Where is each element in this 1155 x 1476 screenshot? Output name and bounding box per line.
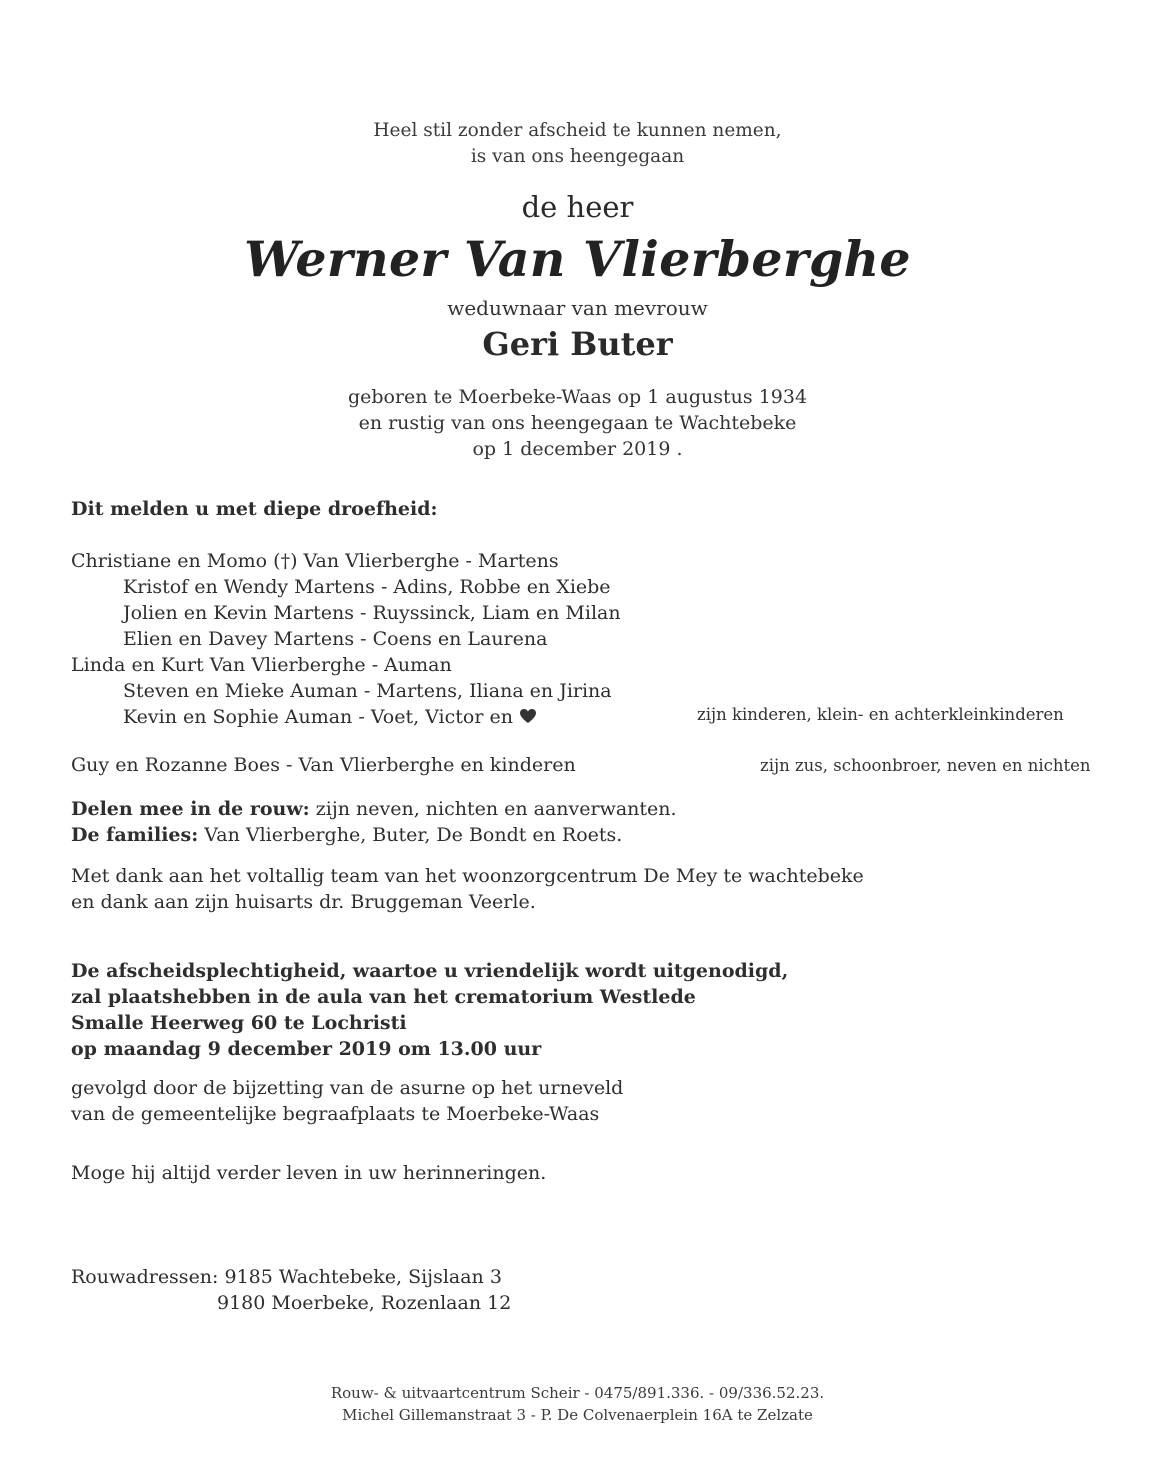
- share-line-2: [71, 822, 677, 848]
- ceremony-line-3: Smalle Heerweg 60 te Lochristi: [71, 1012, 407, 1034]
- closing-wish: Moge hij altijd verder leven in uw herinneringen.: [71, 1162, 547, 1184]
- family-list: [71, 548, 621, 731]
- interment-line-2: van de gemeentelijke begraafplaats te Moerbeke-Waas: [71, 1103, 600, 1125]
- birth-details: [0, 384, 1155, 462]
- funeral-home-footer: [0, 1382, 1155, 1426]
- family-relation-note: zijn kinderen, klein- en achterkleinkinderen: [697, 705, 1064, 724]
- sibling-relation-note: zijn zus, schoonbroer, neven en nichten: [760, 756, 1091, 775]
- family-row-text: Kevin en Sophie Auman - Voet, Victor en: [123, 706, 513, 728]
- interment-details: [71, 1075, 623, 1127]
- ceremony-line-1: De afscheidsplechtigheid, waartoe u vriendelijk wordt uitgenodigd,: [71, 960, 789, 982]
- address-label: Rouwadressen:: [71, 1266, 219, 1288]
- share-text: zijn neven, nichten en aanverwanten.: [309, 798, 677, 820]
- deceased-prefix: de heer: [521, 190, 634, 224]
- family-row: Steven en Mieke Auman - Martens, Iliana en Jirina: [123, 680, 612, 702]
- footer-line-1: Rouw- & uitvaartcentrum Scheir - 0475/891.336. - 09/336.52.23.: [330, 1384, 825, 1402]
- heart-icon: [519, 705, 537, 731]
- address-2: 9180 Moerbeke, Rozenlaan 12: [217, 1292, 512, 1314]
- intro-text: [0, 118, 1155, 170]
- intro-line-2: is van ons heengegaan: [470, 146, 685, 167]
- address-line-1: [71, 1264, 511, 1290]
- thanks-line-2: en dank aan zijn huisarts dr. Bruggeman Veerle.: [71, 891, 536, 913]
- share-line-1: [71, 796, 677, 822]
- share-mourning: [71, 796, 677, 848]
- ceremony-details: [71, 958, 788, 1062]
- families-label: De families:: [71, 824, 199, 846]
- birth-line-1: geboren te Moerbeke-Waas op 1 augustus 1934: [347, 386, 808, 408]
- family-row: Kristof en Wendy Martens - Adins, Robbe en Xiebe: [123, 576, 611, 598]
- thanks-line-1: Met dank aan het voltallig team van het woonzorgcentrum De Mey te wachtebeke: [71, 865, 864, 887]
- birth-line-2: en rustig van ons heengegaan te Wachtebeke: [358, 412, 797, 434]
- thanks-text: [71, 863, 864, 915]
- announcement-heading: Dit melden u met diepe droefheid:: [71, 498, 438, 520]
- spouse-name: Geri Buter: [482, 325, 673, 363]
- deceased-name: Werner Van Vlierberghe: [244, 230, 911, 288]
- ceremony-line-2: zal plaatshebben in de aula van het crematorium Westlede: [71, 986, 696, 1008]
- footer-line-2: Michel Gillemanstraat 3 - P. De Colvenaerplein 16A te Zelzate: [342, 1406, 813, 1424]
- family-row: Jolien en Kevin Martens - Ruyssinck, Liam en Milan: [123, 602, 621, 624]
- share-label: Delen mee in de rouw:: [71, 798, 310, 820]
- family-row: Christiane en Momo (†) Van Vlierberghe - Martens: [71, 550, 559, 572]
- sibling-row: Guy en Rozanne Boes - Van Vlierberghe en kinderen: [71, 754, 576, 776]
- address-1: 9185 Wachtebeke, Sijslaan 3: [218, 1266, 502, 1288]
- widow-of-text: weduwnaar van mevrouw: [447, 296, 708, 320]
- family-row: Elien en Davey Martens - Coens en Laurena: [123, 628, 548, 650]
- birth-line-3: op 1 december 2019 .: [472, 438, 683, 460]
- family-row-last: [71, 704, 621, 731]
- mourning-addresses: [71, 1264, 511, 1316]
- ceremony-line-4: op maandag 9 december 2019 om 13.00 uur: [71, 1038, 542, 1060]
- intro-line-1: Heel stil zonder afscheid te kunnen nemen,: [373, 120, 782, 141]
- interment-line-1: gevolgd door de bijzetting van de asurne op het urneveld: [71, 1077, 624, 1099]
- families-text: Van Vlierberghe, Buter, De Bondt en Roets.: [198, 824, 623, 846]
- family-row: Linda en Kurt Van Vlierberghe - Auman: [71, 654, 452, 676]
